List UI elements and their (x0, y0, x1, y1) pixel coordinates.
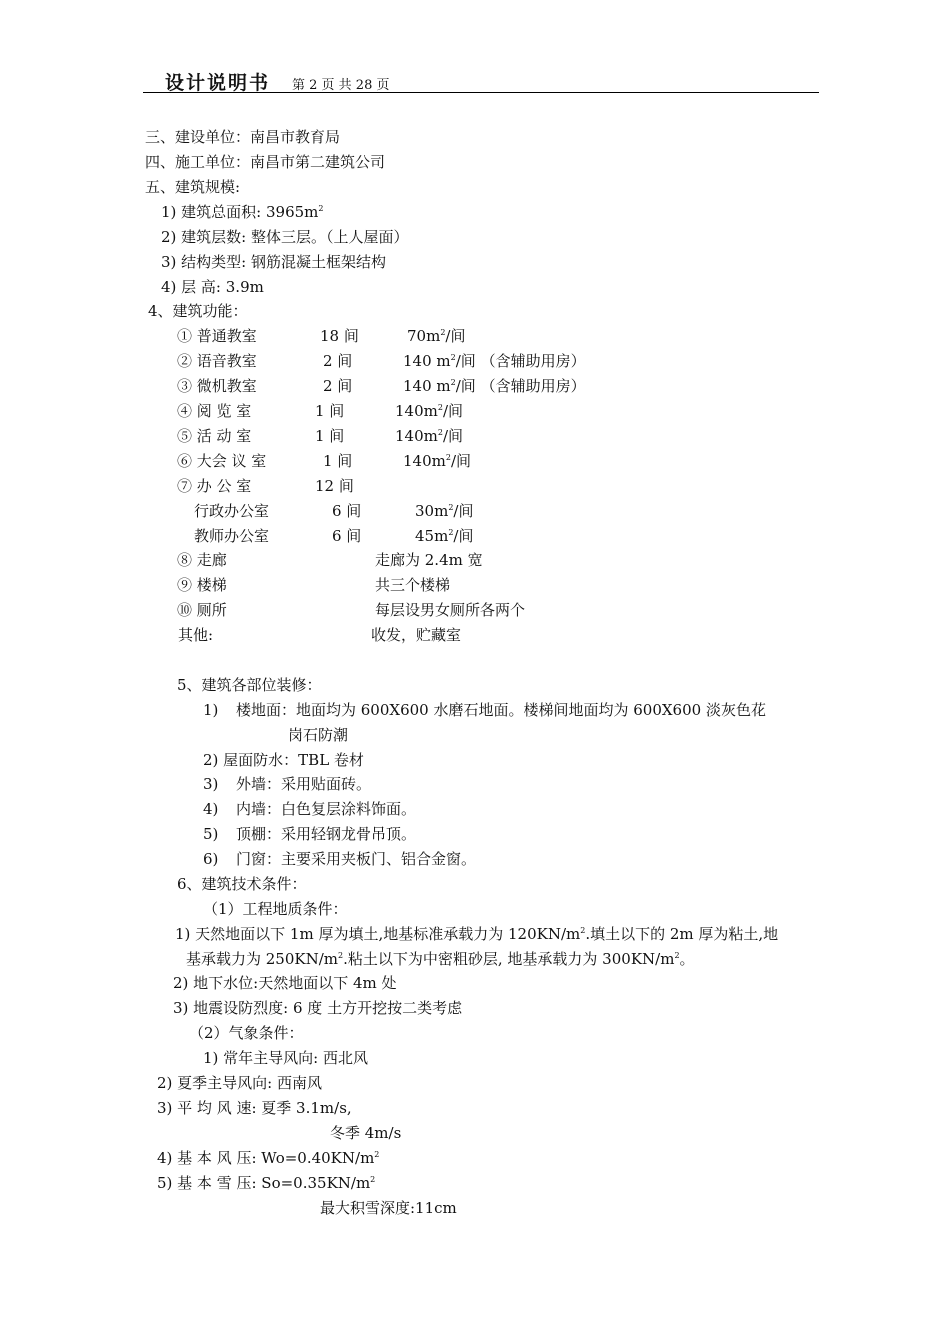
total-area-line: 1) 建筑总面积: $3965m^2$ (161, 203, 324, 221)
room-count: 1 间 (315, 427, 345, 445)
list-number: 6) (203, 850, 219, 868)
decoration-heading: 5、建筑各部位装修： (177, 676, 322, 694)
geology-item-continued: 基承载力为 $250KN/m^2$.粘土以下为中密粗砂层, 地基承载力为 $300KN/m^2$。 (186, 950, 695, 968)
structure-type-line: 3) 结构类型: 钢筋混凝土框架结构 (161, 253, 386, 271)
document-title: 设计说明书 (165, 72, 271, 94)
room-name: ⑧ 走廊 (177, 551, 227, 569)
floor-height-line: 4) 层 高: 3.9m (161, 278, 264, 296)
room-count: 6 间 (332, 502, 362, 520)
room-name: ⑨ 楼梯 (177, 576, 227, 594)
room-name: ① 普通教室 (177, 327, 257, 345)
decoration-item: 外墙：采用贴面砖。 (236, 775, 372, 793)
room-desc: 共三个楼梯 (375, 576, 451, 594)
decoration-item: 顶棚：采用轻钢龙骨吊顶。 (236, 825, 417, 843)
geology-item: 1) 天然地面以下 1m 厚为填土,地基标准承载力为 $120KN/m^2$.填土以下的 2m 厚为粘土,地 (175, 925, 779, 943)
room-name: ⑦ 办 公 室 (177, 477, 252, 495)
header-rule (143, 92, 819, 93)
room-desc: 收发，贮藏室 (371, 626, 462, 644)
list-number: 4) (203, 800, 219, 818)
room-area: $140m^2/$间 (395, 402, 464, 420)
room-area: $30m^2/$间 (415, 502, 474, 520)
construction-unit-line: 三、建设单位：南昌市教育局 (145, 128, 341, 146)
weather-item-continued: 冬季 4m/s (330, 1124, 402, 1142)
list-number: 5) (203, 825, 219, 843)
geology-item: 2) 地下水位:天然地面以下 4m 处 (173, 974, 397, 992)
room-name: 行政办公室 (194, 502, 270, 520)
decoration-item-continued: 岗石防潮 (288, 726, 349, 744)
function-heading: 4、建筑功能： (148, 302, 248, 320)
room-area: 140 $m^2/$间 （含辅助用房） (403, 377, 586, 395)
builder-unit-line: 四、施工单位：南昌市第二建筑公司 (145, 153, 386, 171)
page-number: 第 2 页 共 28 页 (292, 78, 390, 93)
room-area: $140m^2/$间 (395, 427, 464, 445)
list-number: 1) (203, 701, 219, 719)
room-name: ② 语音教室 (177, 352, 257, 370)
room-count: 6 间 (332, 527, 362, 545)
room-name: 其他: (178, 626, 214, 644)
room-area: $70m^2/$间 (407, 327, 466, 345)
scale-heading: 五、建筑规模: (145, 178, 241, 196)
room-count: 2 间 (323, 352, 353, 370)
room-count: 1 间 (315, 402, 345, 420)
weather-heading: （2）气象条件： (189, 1024, 304, 1042)
room-name: ⑤ 活 动 室 (177, 427, 252, 445)
list-number: 3) (203, 775, 219, 793)
room-area: $45m^2/$间 (415, 527, 474, 545)
room-area: $140m^2/$间 (403, 452, 472, 470)
room-count: 1 间 (323, 452, 353, 470)
geology-item: 3) 地震设防烈度: 6 度 土方开挖按二类考虑 (173, 999, 463, 1017)
decoration-item: 2) 屋面防水：TBL 卷材 (203, 751, 364, 769)
floors-line: 2) 建筑层数: 整体三层。（上人屋面） (161, 228, 409, 246)
decoration-item: 内墙：白色复层涂料饰面。 (236, 800, 417, 818)
weather-item: 3) 平 均 风 速: 夏季 3.1m/s, (157, 1099, 352, 1117)
room-desc: 每层设男女厕所各两个 (375, 601, 526, 619)
weather-item: 2) 夏季主导风向: 西南风 (157, 1074, 322, 1092)
room-name: ③ 微机教室 (177, 377, 257, 395)
room-count: 2 间 (323, 377, 353, 395)
room-name: ⑩ 厕所 (177, 601, 227, 619)
room-count: 12 间 (315, 477, 354, 495)
weather-item: 4) 基 本 风 压: $Wo=0.40KN/m^2$ (157, 1149, 380, 1167)
room-area: 140 $m^2/$间 （含辅助用房） (403, 352, 586, 370)
weather-item: 5) 基 本 雪 压: $So=0.35KN/m^2$ (157, 1174, 376, 1192)
room-count: 18 间 (320, 327, 359, 345)
room-name: 教师办公室 (194, 527, 270, 545)
tech-heading: 6、建筑技术条件： (177, 875, 307, 893)
room-name: ④ 阅 览 室 (177, 402, 252, 420)
decoration-item: 门窗：主要采用夹板门、铝合金窗。 (236, 850, 477, 868)
decoration-item: 楼地面：地面均为 600X600 水磨石地面。楼梯间地面均为 600X600 淡灰色花 (236, 701, 766, 719)
geology-heading: （1）工程地质条件： (203, 900, 348, 918)
weather-item-continued: 最大积雪深度:11cm (320, 1199, 457, 1217)
room-desc: 走廊为 2.4m 宽 (375, 551, 483, 569)
weather-item: 1) 常年主导风向: 西北风 (203, 1049, 368, 1067)
room-name: ⑥ 大会 议 室 (177, 452, 267, 470)
